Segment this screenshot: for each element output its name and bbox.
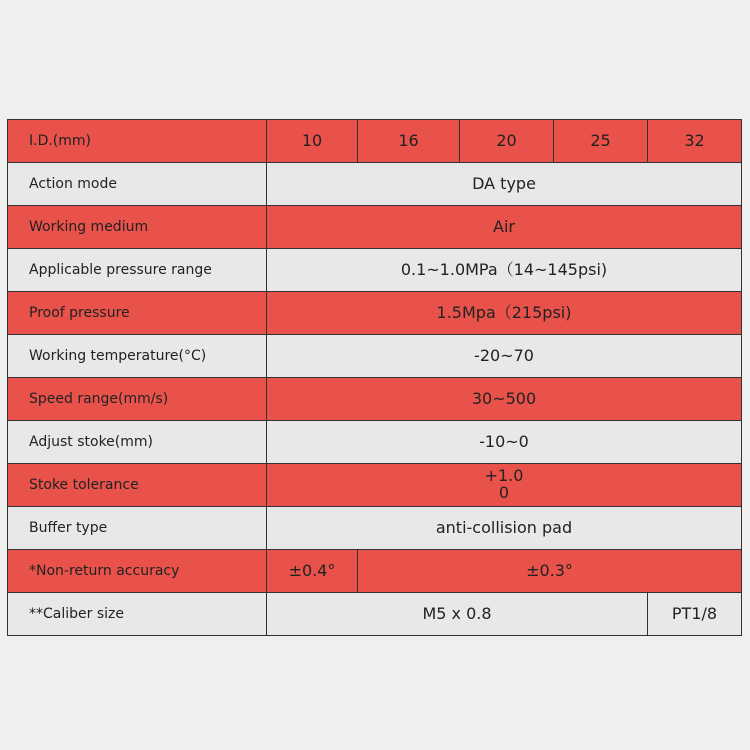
working-medium-label: Working medium (8, 206, 267, 249)
id-value-10: 10 (267, 120, 358, 163)
pressure-range-value: 0.1~1.0MPa（14~145psi) (267, 249, 742, 292)
non-return-accuracy-small: ±0.4° (267, 550, 358, 593)
table-row-adjust-stroke (8, 421, 742, 464)
id-value-32: 32 (648, 120, 742, 163)
id-value-20: 20 (460, 120, 554, 163)
proof-pressure-label: Proof pressure (8, 292, 267, 335)
working-temperature-label: Working temperature(°C) (8, 335, 267, 378)
stroke-tolerance-upper: +1.0 (484, 466, 524, 486)
non-return-accuracy-label: *Non-return accuracy (8, 550, 267, 593)
table-row-pressure-range (8, 249, 742, 292)
id-label: I.D.(mm) (8, 120, 267, 163)
spec-table (7, 119, 742, 636)
table-row-action-mode (8, 163, 742, 206)
table-row-working-temperature (8, 335, 742, 378)
pressure-range-label: Applicable pressure range (8, 249, 267, 292)
stroke-tolerance-value (267, 464, 742, 507)
table-row-proof-pressure (8, 292, 742, 335)
id-value-25: 25 (554, 120, 648, 163)
table-row-buffer-type (8, 507, 742, 550)
non-return-accuracy-large: ±0.3° (358, 550, 742, 593)
stroke-tolerance-label: Stoke tolerance (8, 464, 267, 507)
buffer-type-label: Buffer type (8, 507, 267, 550)
speed-range-label: Speed range(mm/s) (8, 378, 267, 421)
proof-pressure-value: 1.5Mpa（215psi) (267, 292, 742, 335)
caliber-size-large: PT1/8 (648, 593, 742, 636)
table-row-non-return-accuracy (8, 550, 742, 593)
table-row-working-medium (8, 206, 742, 249)
action-mode-value: DA type (267, 163, 742, 206)
adjust-stroke-value: -10~0 (267, 421, 742, 464)
table-row-speed-range (8, 378, 742, 421)
table-row-id (8, 120, 742, 163)
speed-range-value: 30~500 (267, 378, 742, 421)
table-row-caliber-size (8, 593, 742, 636)
adjust-stroke-label: Adjust stoke(mm) (8, 421, 267, 464)
table-row-stroke-tolerance (8, 464, 742, 507)
stroke-tolerance-lower: 0 (498, 483, 510, 502)
id-value-16: 16 (358, 120, 460, 163)
working-temperature-value: -20~70 (267, 335, 742, 378)
caliber-size-label: **Caliber size (8, 593, 267, 636)
action-mode-label: Action mode (8, 163, 267, 206)
buffer-type-value: anti-collision pad (267, 507, 742, 550)
working-medium-value: Air (267, 206, 742, 249)
caliber-size-small: M5 x 0.8 (267, 593, 648, 636)
